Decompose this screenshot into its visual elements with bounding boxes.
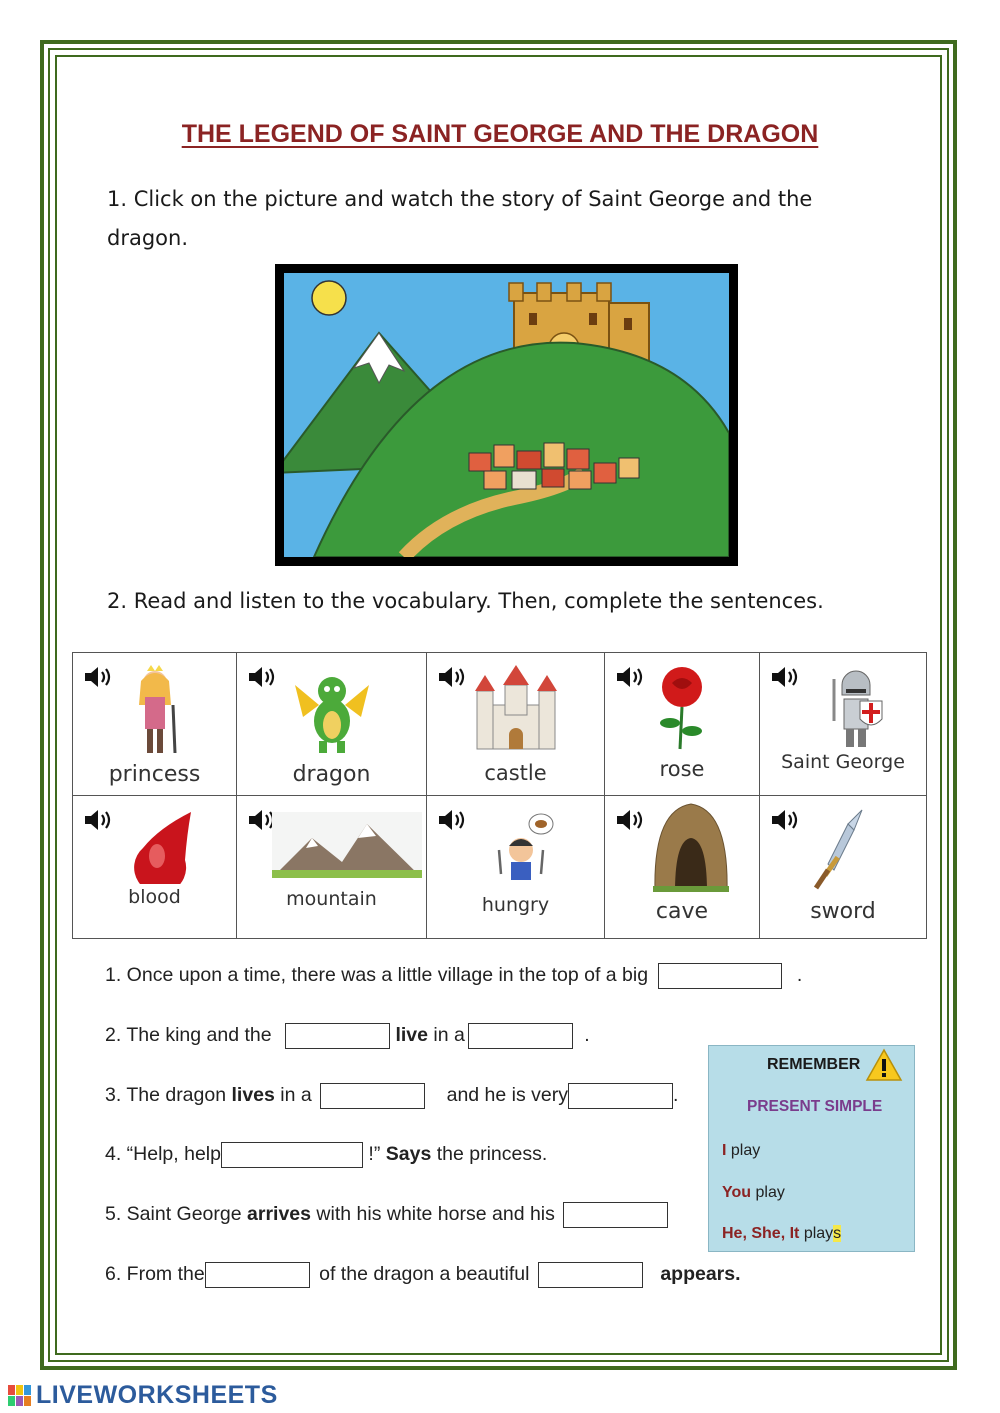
speaker-icon[interactable] xyxy=(83,808,115,832)
sentence-text: 6. From the xyxy=(105,1263,205,1286)
sentence-text: with his white horse and his xyxy=(316,1203,555,1226)
subject: You xyxy=(722,1184,752,1201)
warning-icon xyxy=(865,1048,903,1082)
verb-suffix-highlight: s xyxy=(833,1225,842,1242)
vocab-word: sword xyxy=(810,899,876,924)
vocab-card-sword xyxy=(760,796,927,939)
conjugation-line-1 xyxy=(722,1142,760,1160)
remember-title: REMEMBER xyxy=(767,1056,861,1073)
subject: He, She, It xyxy=(722,1225,800,1242)
sentence-5 xyxy=(105,1202,668,1228)
sentence-verb: live xyxy=(395,1024,428,1047)
sentence-verb: arrives xyxy=(247,1203,311,1226)
sentence-text: of the dragon a beautiful xyxy=(319,1263,530,1286)
subject: I xyxy=(722,1142,727,1159)
mountain-icon xyxy=(272,812,422,878)
liveworksheets-logo-icon xyxy=(8,1385,32,1407)
vocab-card-hungry xyxy=(427,796,605,939)
sentence-text: in a xyxy=(280,1084,312,1107)
verb: play xyxy=(803,1225,834,1242)
vocab-word: blood xyxy=(128,886,181,908)
instruction-2: 2. Read and listen to the vocabulary. Then, complete the sentences. xyxy=(107,589,824,613)
vocabulary-row xyxy=(73,653,927,796)
sentence-text: 2. The king and the xyxy=(105,1024,272,1047)
answer-field-2a[interactable] xyxy=(285,1023,390,1049)
speaker-icon[interactable] xyxy=(770,808,802,832)
conjugation-line-3 xyxy=(722,1225,841,1243)
sentence-verb: appears. xyxy=(660,1263,741,1286)
verb: play xyxy=(730,1142,761,1159)
sentence-3 xyxy=(105,1083,678,1109)
answer-field-3a[interactable] xyxy=(320,1083,425,1109)
vocab-card-dragon xyxy=(237,653,427,796)
speaker-icon[interactable] xyxy=(437,665,469,689)
knight-icon xyxy=(824,665,888,749)
dragon-icon xyxy=(289,665,375,757)
worksheet-title-text: THE LEGEND OF SAINT GEORGE AND THE DRAGON xyxy=(181,120,819,148)
sentence-text: !” xyxy=(368,1143,381,1166)
sentence-verb: Says xyxy=(385,1143,432,1166)
vocab-word: princess xyxy=(108,762,201,787)
story-video-thumbnail[interactable] xyxy=(275,264,738,566)
vocab-card-princess xyxy=(73,653,237,796)
vocab-card-mountain xyxy=(237,796,427,939)
vocab-card-blood xyxy=(73,796,237,939)
answer-field-6b[interactable] xyxy=(538,1262,643,1288)
sword-icon xyxy=(810,808,870,892)
remember-box xyxy=(708,1045,915,1252)
vocab-word: Saint George xyxy=(781,751,905,773)
answer-field-3b[interactable] xyxy=(568,1083,673,1109)
speaker-icon[interactable] xyxy=(437,808,469,832)
landscape-illustration xyxy=(284,273,729,557)
vocab-word: rose xyxy=(659,757,705,781)
remember-subtitle: PRESENT SIMPLE xyxy=(747,1098,883,1115)
speaker-icon[interactable] xyxy=(83,665,115,689)
answer-field-4[interactable] xyxy=(221,1142,363,1168)
vocab-word: mountain xyxy=(286,888,377,910)
speaker-icon[interactable] xyxy=(615,808,647,832)
rose-icon xyxy=(650,665,714,751)
brand-name: LIVEWORKSHEETS xyxy=(36,1381,278,1409)
blood-drop-icon xyxy=(129,808,199,884)
sentence-4 xyxy=(105,1142,547,1168)
sentence-text: 1. Once upon a time, there was a little village in the top of a big xyxy=(105,964,649,987)
instruction-1: 1. Click on the picture and watch the story of Saint George and the dragon. xyxy=(107,187,813,250)
vocab-word: castle xyxy=(484,761,547,785)
sentence-text: . xyxy=(796,964,803,987)
castle-icon xyxy=(471,661,561,753)
sentence-text: 5. Saint George xyxy=(105,1203,242,1226)
footer-brand[interactable] xyxy=(8,1381,278,1410)
sentence-text: and he is very xyxy=(446,1084,568,1107)
sentence-verb: lives xyxy=(231,1084,275,1107)
sentence-text: 3. The dragon xyxy=(105,1084,227,1107)
sentence-text: 4. “Help, help xyxy=(105,1143,221,1166)
vocab-word: dragon xyxy=(292,762,371,787)
vocabulary-table xyxy=(72,652,927,939)
answer-field-5[interactable] xyxy=(563,1202,668,1228)
vocab-card-cave xyxy=(605,796,760,939)
sentence-6 xyxy=(105,1262,741,1288)
conjugation-line-2 xyxy=(722,1184,785,1202)
verb: play xyxy=(755,1184,785,1201)
cave-icon xyxy=(653,800,729,892)
speaker-icon[interactable] xyxy=(247,665,279,689)
princess-icon xyxy=(125,665,185,757)
sentence-text: the princess. xyxy=(436,1143,548,1166)
answer-field-1[interactable] xyxy=(658,963,782,989)
sentence-text: in a xyxy=(433,1024,465,1047)
answer-field-6a[interactable] xyxy=(205,1262,310,1288)
vocab-word: hungry xyxy=(481,894,550,916)
sentence-2 xyxy=(105,1023,590,1049)
vocab-card-saint-george xyxy=(760,653,927,796)
speaker-icon[interactable] xyxy=(615,665,647,689)
sentence-text: . xyxy=(584,1024,590,1047)
vocab-card-rose xyxy=(605,653,760,796)
vocab-word: cave xyxy=(655,899,709,924)
hungry-boy-icon xyxy=(483,810,563,882)
sentence-text: . xyxy=(673,1084,679,1107)
answer-field-2b[interactable] xyxy=(468,1023,573,1049)
vocabulary-row xyxy=(73,796,927,939)
speaker-icon[interactable] xyxy=(770,665,802,689)
vocab-card-castle xyxy=(427,653,605,796)
worksheet-title xyxy=(0,120,1000,149)
sentence-1 xyxy=(105,963,802,989)
